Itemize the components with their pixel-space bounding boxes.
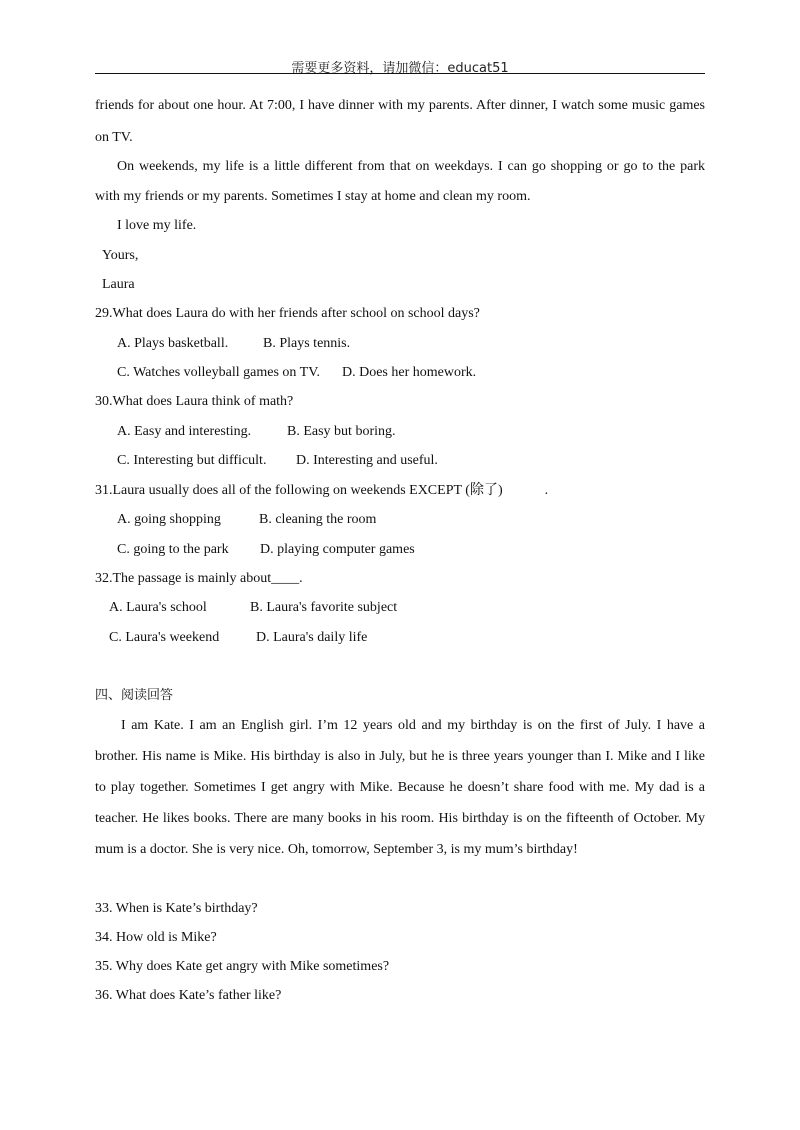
option-c: C. going to the park [117,542,229,557]
letter-signature: Laura [102,277,135,292]
passage-line: to play together. Sometimes I get angry with Mike. Because he doesn’t share food with me. My dad is a [95,780,705,795]
option-a: A. Easy and interesting. [117,424,252,439]
option-d: D. playing computer games [260,542,415,557]
passage-line: On weekends, my life is a little different from that on weekdays. I can go shopping or go to the park [117,159,705,174]
section-title: 四、阅读回答 [95,688,174,703]
option-a: A. Laura's school [109,600,207,615]
question-stem: 31.Laura usually does all of the following on weekends EXCEPT (除了) . [95,483,549,498]
option-b: B. Plays tennis. [263,336,351,351]
option-a: A. Plays basketball. [117,336,229,351]
question-stem: 35. Why does Kate get angry with Mike sometimes? [95,959,390,974]
option-c: C. Watches volleyball games on TV. [117,365,321,380]
question-stem: 30.What does Laura think of math? [95,394,294,409]
question-stem: 29.What does Laura do with her friends after school on school days? [95,306,480,321]
passage-line: I am Kate. I am an English girl. I’m 12 years old and my birthday is on the first of July. I have a [121,718,705,733]
option-b: B. Laura's favorite subject [250,600,398,615]
passage-line: mum is a doctor. She is very nice. Oh, tomorrow, September 3, is my mum’s birthday! [95,842,578,857]
passage-line: I love my life. [117,218,197,233]
question-stem: 32.The passage is mainly about____. [95,571,303,586]
passage-line: on TV. [95,130,133,145]
option-d: D. Interesting and useful. [296,453,438,468]
option-a: A. going shopping [117,512,221,527]
passage-line: friends for about one hour. At 7:00, I have dinner with my parents. After dinner, I watch some music games [95,98,705,113]
passage-line: brother. His name is Mike. His birthday is also in July, but he is three years younger than I. Mike and I like [95,749,705,764]
option-d: D. Laura's daily life [256,630,368,645]
question-stem: 33. When is Kate’s birthday? [95,901,258,916]
option-c: C. Interesting but difficult. [117,453,267,468]
question-stem: 34. How old is Mike? [95,930,217,945]
passage-line: teacher. He likes books. There are many books in his room. His birthday is on the fifteenth of October. My [95,811,705,826]
passage-line: with my friends or my parents. Sometimes I stay at home and clean my room. [95,189,531,204]
option-b: B. cleaning the room [259,512,377,527]
option-d: D. Does her homework. [342,365,477,380]
option-c: C. Laura's weekend [109,630,220,645]
page-header: 需要更多资料，请加微信：educat51 [291,61,509,76]
header-divider [95,73,705,74]
question-stem: 36. What does Kate’s father like? [95,988,282,1003]
option-b: B. Easy but boring. [287,424,396,439]
letter-closing: Yours, [102,248,139,263]
